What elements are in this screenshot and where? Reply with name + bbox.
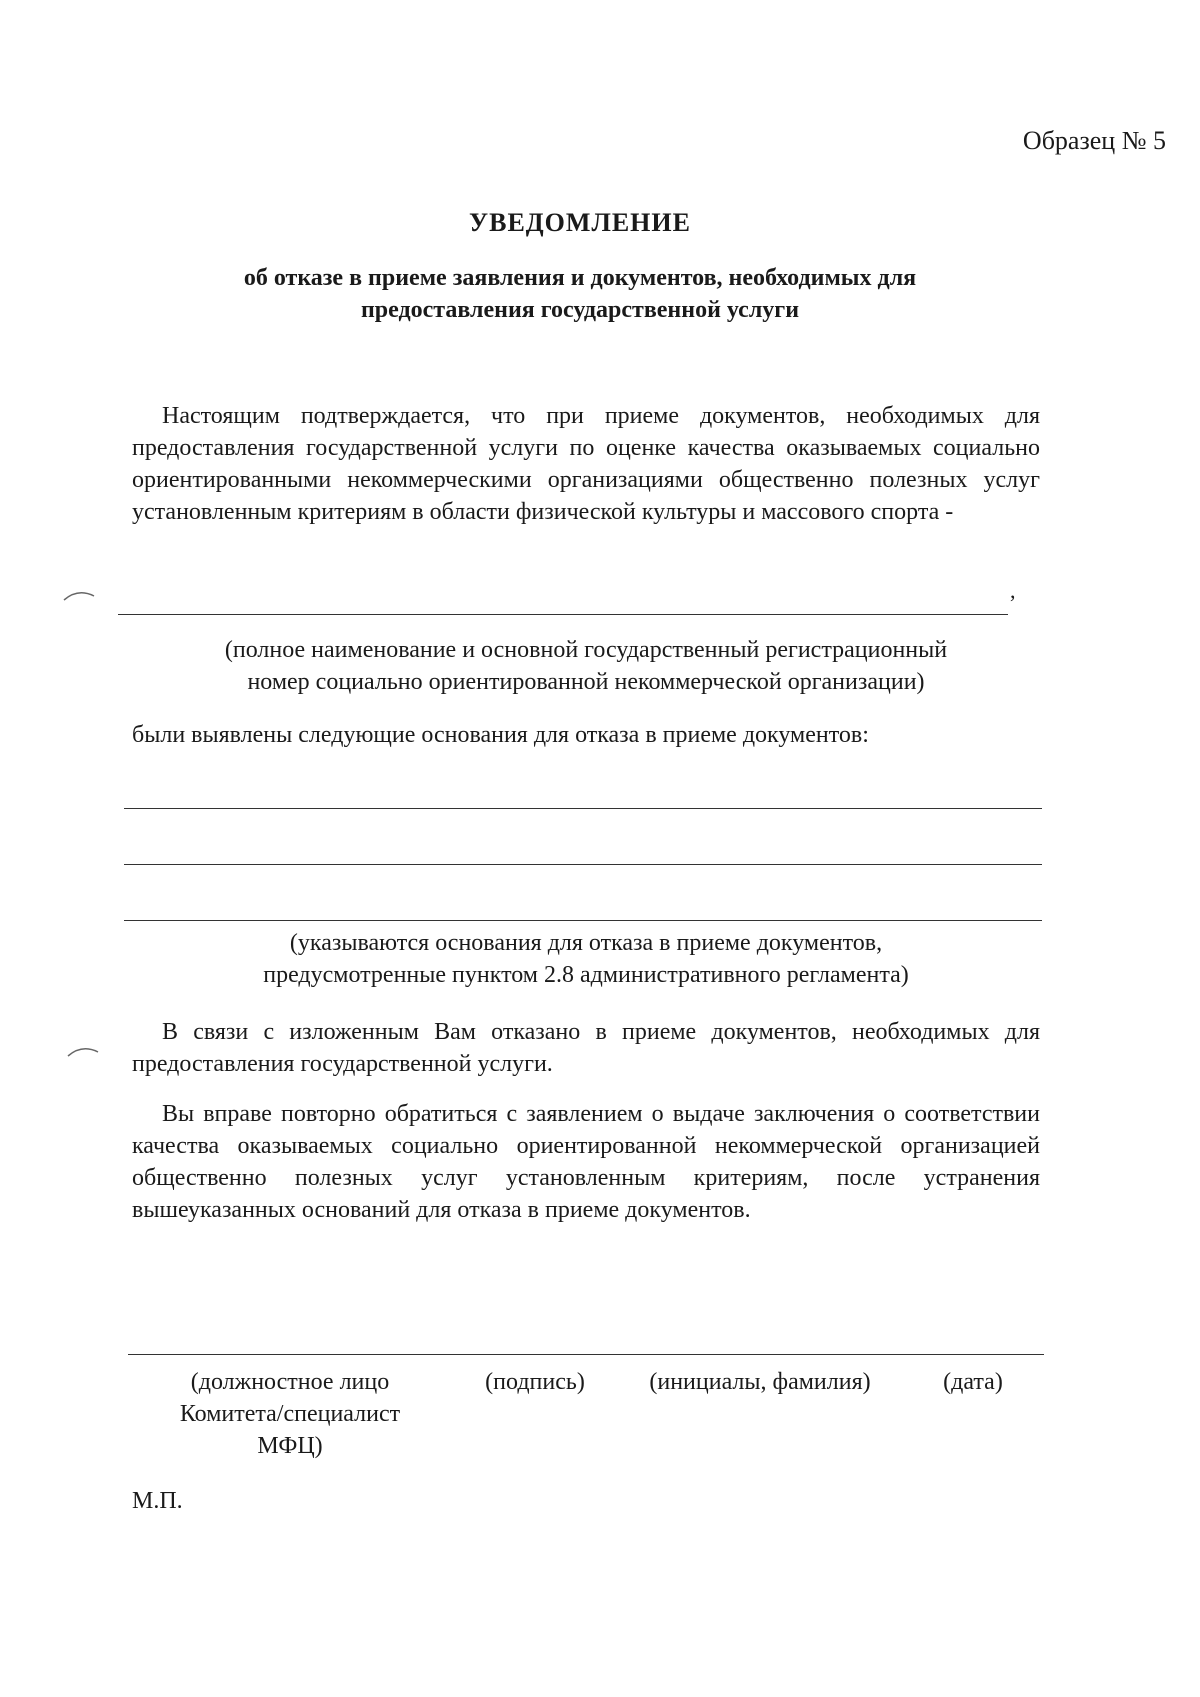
reapply-paragraph: Вы вправе повторно обратиться с заявлением о выдаче заключения о соответствии качества оказываемых социально ориентированной некоммерческой организацией общественно полезных услуг установленным критериям, после устранения вышеуказанных оснований для отказа в приеме документов. xyxy=(132,1101,1040,1223)
document-title: УВЕДОМЛЕНИЕ xyxy=(469,208,691,237)
subtitle-line-2: предоставления государственной услуги xyxy=(360,297,800,323)
name-label: (инициалы, фамилия) xyxy=(649,1369,871,1395)
grounds-field-line-2[interactable] xyxy=(124,864,1042,865)
official-label-line-1: (должностное лицо xyxy=(190,1369,390,1395)
grounds-caption-line-1: (указываются основания для отказа в приеме документов, xyxy=(289,930,883,956)
confirmation-paragraph: Настоящим подтверждается, что при приеме документов, необходимых для предоставления государственной услуги по оценке качества оказываемых социально ориентированными некоммерческими организациями общественно полезных услуг установленным критериям в области физической культуры и массового спорта - xyxy=(132,403,1040,525)
seal-label: М.П. xyxy=(132,1488,183,1514)
official-label-line-2: Комитета/специалист xyxy=(179,1401,401,1427)
official-label xyxy=(150,1366,430,1462)
document-subtitle xyxy=(150,262,1010,326)
grounds-caption-line-2: предусмотренные пунктом 2.8 административного регламента) xyxy=(263,962,909,988)
org-field-caption xyxy=(132,634,1040,698)
grounds-intro-text: были выявлены следующие основания для отказа в приеме документов: xyxy=(132,722,869,748)
grounds-field-line-3[interactable] xyxy=(124,920,1042,921)
org-caption-line-2: номер социально ориентированной некоммерческой организации) xyxy=(247,669,925,695)
signature-label: (подпись) xyxy=(485,1369,585,1395)
org-name-field-line[interactable] xyxy=(118,614,1008,615)
org-caption-line-1: (полное наименование и основной государственный регистрационный xyxy=(224,637,948,663)
grounds-field-caption xyxy=(132,927,1040,991)
sample-number: Образец № 5 xyxy=(1022,126,1166,155)
date-label: (дата) xyxy=(943,1369,1003,1395)
subtitle-line-1: об отказе в приеме заявления и документов, необходимых для xyxy=(243,265,917,291)
grounds-field-line-1[interactable] xyxy=(124,808,1042,809)
refusal-paragraph: В связи с изложенным Вам отказано в приеме документов, необходимых для предоставления государственной услуги. xyxy=(132,1019,1040,1077)
scan-artifact-mark xyxy=(60,586,100,606)
scan-artifact-mark xyxy=(64,1042,104,1062)
org-field-comma: , xyxy=(1010,578,1016,603)
official-label-line-3: МФЦ) xyxy=(257,1433,323,1459)
signature-field-line[interactable] xyxy=(128,1354,1044,1355)
